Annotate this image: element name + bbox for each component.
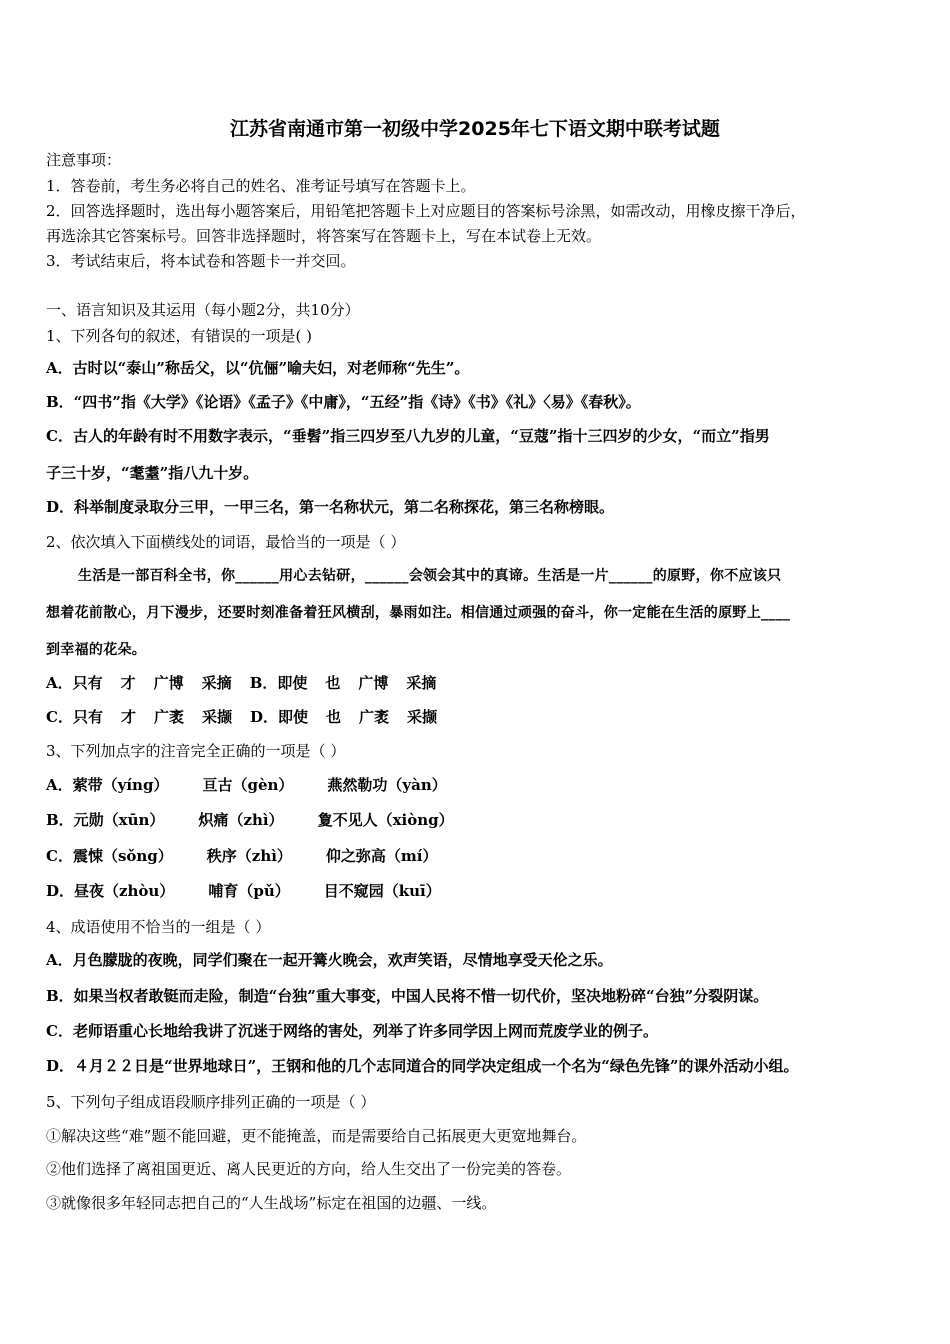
q1-option-c: C．古人的年龄有时不用数字表示，“垂髫”指三四岁至八九岁的儿童，“豆蔻”指十三四岁的少女，“而立”指男	[46, 427, 770, 445]
q3-a-item-1: A．萦带（yíng）	[46, 776, 169, 794]
q3-option-a	[46, 775, 447, 795]
q2-d-word-3: 广袤	[359, 708, 390, 726]
q3-b-item-1: B．元勋（xūn）	[46, 811, 165, 829]
q1-option-a: A．古时以“泰山”称岳父，以“伉俪”喻夫妇，对老师称“先生”。	[46, 359, 470, 377]
notice-heading: 注意事项：	[46, 151, 122, 169]
q3-option-b	[46, 810, 454, 830]
q2-option-c: C．只有	[46, 708, 103, 726]
q2-options-row-1	[46, 673, 436, 693]
q2-option-d: D．即使	[250, 708, 309, 726]
q4-stem: 4、成语使用不恰当的一组是（ ）	[46, 918, 271, 936]
q3-a-item-3: 燕然勒功（yàn）	[327, 776, 447, 794]
q2-a-word-4: 采摘	[201, 674, 232, 692]
q1-stem: 1、下列各句的叙述，有错误的一项是( )	[46, 327, 313, 345]
q2-a-word-2: 才	[120, 674, 136, 692]
q2-d-word-2: 也	[326, 708, 342, 726]
notice-item-2-cont: 再选涂其它答案标号。回答非选择题时，将答案写在答题卡上，写在本试卷上无效。	[46, 227, 602, 245]
q4-option-c: C．老师语重心长地给我讲了沉迷于网络的害处，列举了许多同学因上网而荒废学业的例子。	[46, 1022, 658, 1040]
q3-option-d	[46, 881, 441, 901]
q5-sentence-3: ③就像很多年轻同志把自己的“人生战场”标定在祖国的边疆、一线。	[46, 1194, 497, 1212]
q2-b-word-4: 采摘	[406, 674, 437, 692]
q2-b-word-2: 也	[325, 674, 341, 692]
q3-d-item-3: 目不窥园（kuī）	[323, 882, 441, 900]
notice-item-1: 1．答卷前，考生务必将自己的姓名、准考证号填写在答题卡上。	[46, 177, 476, 195]
notice-item-3: 3．考试结束后，将本试卷和答题卡一并交回。	[46, 252, 356, 270]
q2-passage-line-2: 想着花前散心，月下漫步，还要时刻准备着狂风横刮，暴雨如注。相信通过顽强的奋斗，你一定能在生活的原野上____	[46, 605, 791, 621]
q3-c-item-3: 仰之弥高（mí）	[325, 847, 438, 865]
q4-option-d: D．４月２２日是“世界地球日”，王钢和他的几个志同道合的同学决定组成一个名为“绿色先锋”的课外活动小组。	[46, 1057, 799, 1075]
q3-c-item-2: 秩序（zhì）	[206, 847, 292, 865]
q5-sentence-1: ①解决这些“难”题不能回避，更不能掩盖，而是需要给自己拓展更大更宽地舞台。	[46, 1127, 587, 1145]
q2-c-word-4: 采撷	[201, 708, 232, 726]
q2-c-word-3: 广袤	[153, 708, 184, 726]
q2-a-word-3: 广博	[153, 674, 184, 692]
q3-c-item-1: C．震悚（sǒng）	[46, 847, 173, 865]
q5-sentence-2: ②他们选择了离祖国更近、离人民更近的方向，给人生交出了一份完美的答卷。	[46, 1160, 572, 1178]
q3-b-item-2: 炽痛（zhì）	[198, 811, 284, 829]
q2-c-word-2: 才	[120, 708, 136, 726]
q5-stem: 5、下列句子组成语段顺序排列正确的一项是（ ）	[46, 1093, 376, 1111]
q3-option-c	[46, 846, 438, 866]
q2-passage-line-1: 生活是一部百科全书，你______用心去钻研，______会领会其中的真谛。生活是一片______的原野，你不应该只	[78, 568, 782, 584]
q2-option-b: B．即使	[249, 674, 308, 692]
q2-b-word-3: 广博	[358, 674, 389, 692]
q3-a-item-2: 亘古（gèn）	[202, 776, 294, 794]
q1-option-c-cont: 子三十岁，“耄耋”指八九十岁。	[46, 464, 259, 482]
q1-option-d: D．科举制度录取分三甲，一甲三名，第一名称状元，第二名称探花，第三名称榜眼。	[46, 498, 615, 516]
q4-option-a: A．月色朦胧的夜晚，同学们聚在一起开篝火晚会，欢声笑语，尽情地享受天伦之乐。	[46, 951, 613, 969]
q2-d-word-4: 采撷	[407, 708, 438, 726]
q2-stem: 2、依次填入下面横线处的词语，最恰当的一项是（ ）	[46, 533, 406, 551]
q3-b-item-3: 夐不见人（xiòng）	[317, 811, 454, 829]
q3-d-item-1: D．昼夜（zhòu）	[46, 882, 175, 900]
q2-passage-line-3: 到幸福的花朵。	[46, 642, 147, 658]
q4-option-b: B．如果当权者敢铤而走险，制造“台独”重大事变，中国人民将不惜一切代价，坚决地粉碎“台独”分裂阴谋。	[46, 987, 769, 1005]
q3-stem: 3、下列加点字的注音完全正确的一项是（ ）	[46, 742, 346, 760]
q1-option-b: B．“四书”指《大学》《论语》《孟子》《中庸》，“五经”指《诗》《书》《礼》〈易》《春秋》。	[46, 393, 641, 411]
section-heading: 一、语言知识及其运用（每小题2分，共10分）	[46, 301, 360, 319]
q2-options-row-2	[46, 707, 437, 727]
q3-d-item-2: 哺育（pǔ）	[208, 882, 290, 900]
q2-option-a: A．只有	[46, 674, 103, 692]
notice-item-2: 2．回答选择题时，选出每小题答案后，用铅笔把答题卡上对应题目的答案标号涂黑，如需改动，用橡皮擦干净后，	[46, 202, 806, 220]
page-title: 江苏省南通市第一初级中学2025年七下语文期中联考试题	[230, 118, 720, 140]
